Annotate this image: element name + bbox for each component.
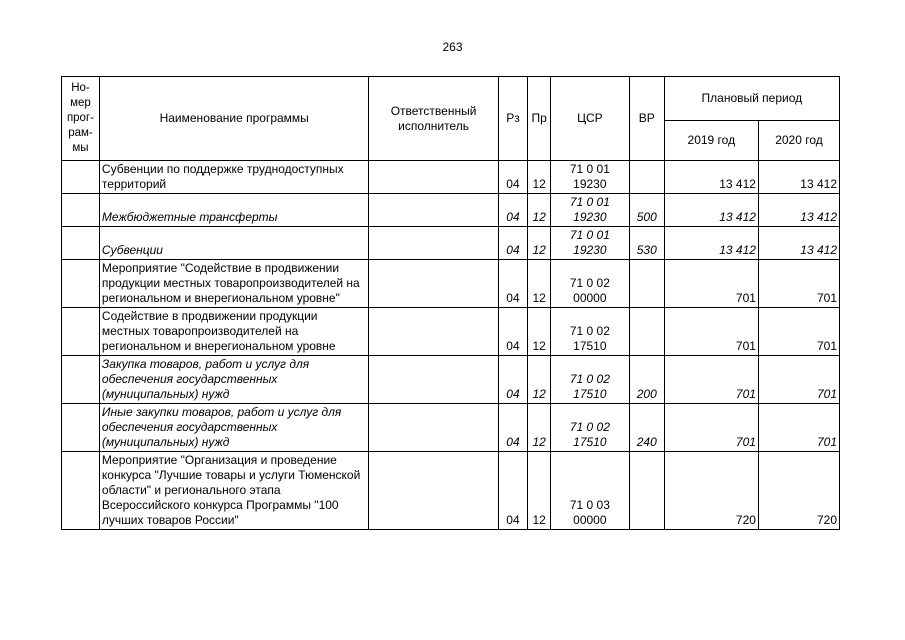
cell-num xyxy=(62,194,100,227)
cell-vr xyxy=(629,452,664,530)
cell-csr: 71 0 01 19230 xyxy=(550,227,629,260)
header-rz: Рз xyxy=(498,77,528,161)
header-num-line: прог- xyxy=(66,112,94,124)
table-row xyxy=(62,308,840,356)
header-num-line: мы xyxy=(72,142,89,154)
cell-rz: 04 xyxy=(498,404,528,452)
cell-exec xyxy=(369,161,498,194)
cell-csr: 71 0 02 17510 xyxy=(550,404,629,452)
cell-2019: 13 412 xyxy=(664,227,758,260)
cell-name: Субвенции xyxy=(99,227,369,260)
cell-pr: 12 xyxy=(528,227,551,260)
cell-num xyxy=(62,356,100,404)
cell-name: Мероприятие "Организация и проведение конкурса "Лучшие товары и услуги Тюменской области" и регионального этапа Всероссийского конкурса Программы "100 лучших товаров России" xyxy=(99,452,369,530)
cell-vr: 240 xyxy=(629,404,664,452)
cell-2020: 701 xyxy=(758,356,839,404)
cell-exec xyxy=(369,194,498,227)
cell-csr: 71 0 01 19230 xyxy=(550,161,629,194)
cell-pr: 12 xyxy=(528,452,551,530)
cell-num xyxy=(62,161,100,194)
cell-rz: 04 xyxy=(498,194,528,227)
cell-csr: 71 0 02 00000 xyxy=(550,260,629,308)
cell-vr xyxy=(629,161,664,194)
cell-name: Мероприятие "Содействие в продвижении продукции местных товаропроизводителей на региональном и внерегиональном уровне" xyxy=(99,260,369,308)
cell-pr: 12 xyxy=(528,260,551,308)
cell-csr: 71 0 01 19230 xyxy=(550,194,629,227)
cell-csr: 71 0 02 17510 xyxy=(550,308,629,356)
table-row xyxy=(62,260,840,308)
cell-2020: 720 xyxy=(758,452,839,530)
cell-pr: 12 xyxy=(528,308,551,356)
header-num-line: мер xyxy=(70,97,91,109)
header-vr: ВР xyxy=(629,77,664,161)
cell-pr: 12 xyxy=(528,161,551,194)
cell-2020: 13 412 xyxy=(758,227,839,260)
cell-name: Субвенции по поддержке труднодоступных территорий xyxy=(99,161,369,194)
cell-vr: 200 xyxy=(629,356,664,404)
cell-2020: 13 412 xyxy=(758,161,839,194)
cell-exec xyxy=(369,452,498,530)
cell-2019: 720 xyxy=(664,452,758,530)
budget-table xyxy=(61,76,840,530)
cell-exec xyxy=(369,308,498,356)
header-year-2020: 2020 год xyxy=(758,121,839,161)
header-planned-period: Плановый период xyxy=(664,77,839,121)
cell-rz: 04 xyxy=(498,452,528,530)
cell-exec xyxy=(369,260,498,308)
header-csr: ЦСР xyxy=(550,77,629,161)
cell-num xyxy=(62,227,100,260)
cell-rz: 04 xyxy=(498,356,528,404)
table-row xyxy=(62,227,840,260)
cell-num xyxy=(62,452,100,530)
header-row-1 xyxy=(62,77,840,121)
cell-num xyxy=(62,260,100,308)
cell-2019: 701 xyxy=(664,404,758,452)
table-row xyxy=(62,161,840,194)
cell-num xyxy=(62,404,100,452)
table-row xyxy=(62,356,840,404)
header-executor: Ответственный исполнитель xyxy=(369,77,498,161)
table-row xyxy=(62,194,840,227)
cell-rz: 04 xyxy=(498,227,528,260)
cell-exec xyxy=(369,404,498,452)
cell-pr: 12 xyxy=(528,404,551,452)
cell-name: Иные закупки товаров, работ и услуг для обеспечения государственных (муниципальных) нужд xyxy=(99,404,369,452)
cell-2019: 13 412 xyxy=(664,194,758,227)
cell-2019: 13 412 xyxy=(664,161,758,194)
cell-2020: 701 xyxy=(758,404,839,452)
cell-vr: 500 xyxy=(629,194,664,227)
cell-name: Межбюджетные трансферты xyxy=(99,194,369,227)
cell-2019: 701 xyxy=(664,308,758,356)
header-num-line: рам- xyxy=(68,127,93,139)
header-program-name: Наименование программы xyxy=(99,77,369,161)
cell-num xyxy=(62,308,100,356)
cell-2019: 701 xyxy=(664,260,758,308)
cell-pr: 12 xyxy=(528,194,551,227)
cell-csr: 71 0 02 17510 xyxy=(550,356,629,404)
header-program-number xyxy=(62,77,100,161)
cell-rz: 04 xyxy=(498,161,528,194)
header-num-line: Но- xyxy=(71,82,90,94)
cell-rz: 04 xyxy=(498,308,528,356)
cell-name: Содействие в продвижении продукции местных товаропроизводителей на региональном и внерегиональном уровне xyxy=(99,308,369,356)
cell-rz: 04 xyxy=(498,260,528,308)
cell-exec xyxy=(369,227,498,260)
page-number: 263 xyxy=(442,40,463,54)
cell-vr: 530 xyxy=(629,227,664,260)
cell-exec xyxy=(369,356,498,404)
cell-2020: 701 xyxy=(758,260,839,308)
cell-pr: 12 xyxy=(528,356,551,404)
cell-2020: 701 xyxy=(758,308,839,356)
cell-name: Закупка товаров, работ и услуг для обеспечения государственных (муниципальных) нужд xyxy=(99,356,369,404)
cell-csr: 71 0 03 00000 xyxy=(550,452,629,530)
header-year-2019: 2019 год xyxy=(664,121,758,161)
cell-2020: 13 412 xyxy=(758,194,839,227)
header-pr: Пр xyxy=(528,77,551,161)
table-row xyxy=(62,404,840,452)
cell-vr xyxy=(629,308,664,356)
cell-2019: 701 xyxy=(664,356,758,404)
table-row xyxy=(62,452,840,530)
cell-vr xyxy=(629,260,664,308)
